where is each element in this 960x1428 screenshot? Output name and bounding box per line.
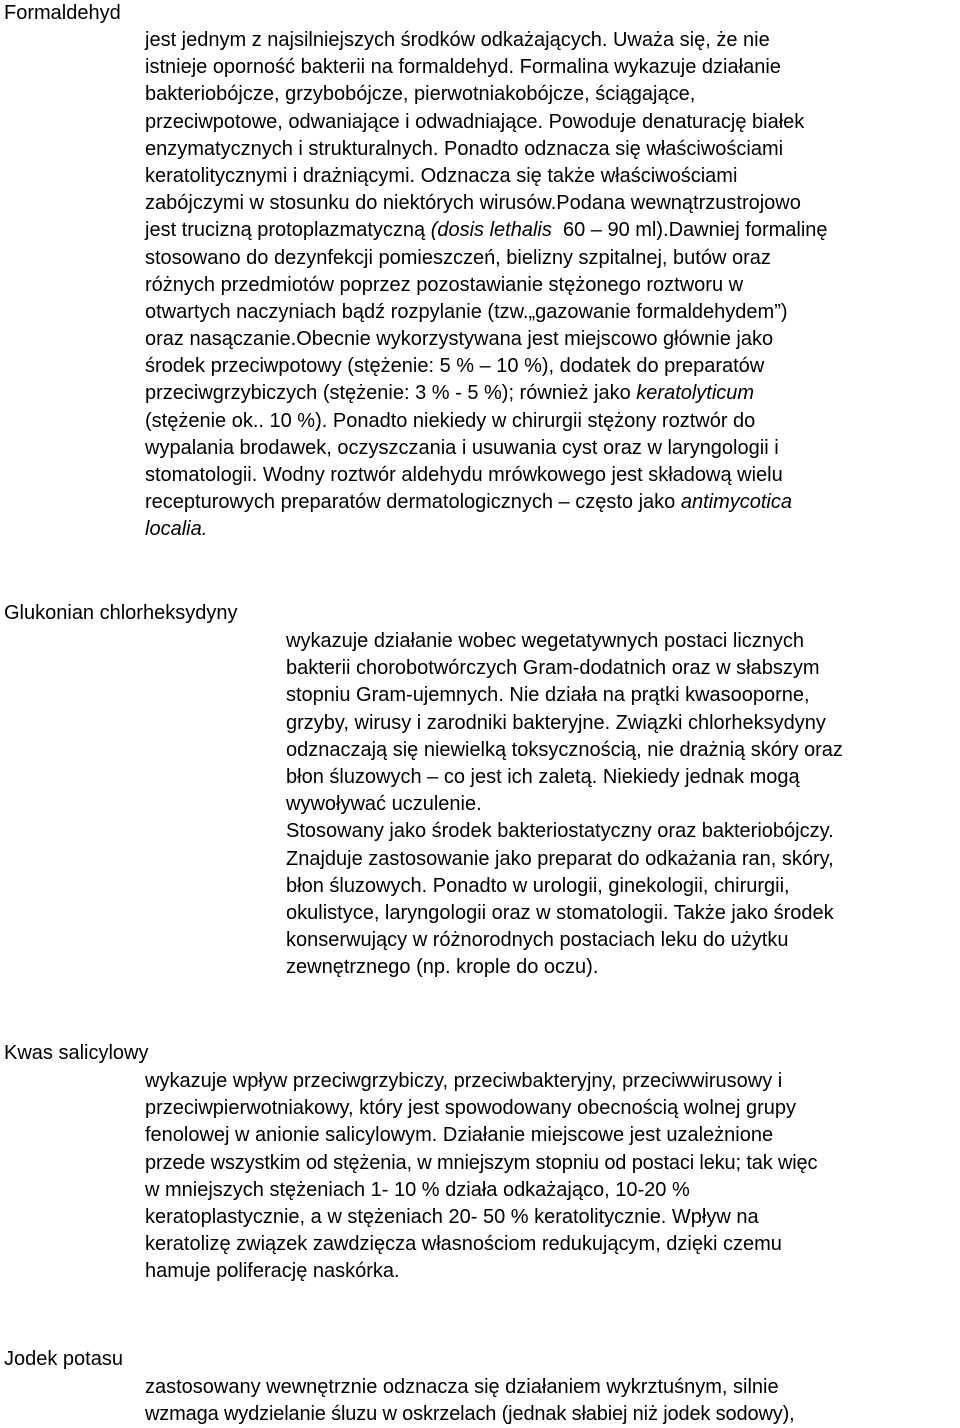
italic-term: keratolyticum — [636, 382, 755, 405]
text-line: przeciwpotowe, odwaniające i odwadniające. Powoduje denaturację białek — [145, 110, 805, 133]
section-heading-jodek-potasu: Jodek potasu — [4, 1348, 123, 1370]
text-line: Znajduje zastosowanie jako preparat do odkażania ran, skóry, — [286, 847, 834, 870]
text-line: wykazuje działanie wobec wegetatywnych postaci licznych — [286, 630, 805, 652]
text-line: zabójczymi w stosunku do niektórych wirusów.Podana wewnątrzustrojowo — [145, 192, 801, 215]
text-line: jest jednym z najsilniejszych środków odkażających. Uważa się, że nie — [145, 29, 770, 51]
text-line: bakteriobójcze, grzybobójcze, pierwotniakobójcze, ściągające, — [145, 83, 696, 106]
section-heading-glukonian-chlorheksydyny: Glukonian chlorheksydyny — [4, 602, 238, 624]
text-line: oraz nasączanie.Obecnie wykorzystywana jest miejscowo głównie jako — [145, 328, 774, 351]
text-line: środek przeciwpotowy (stężenie: 5 % – 10 %), dodatek do preparatów — [145, 355, 765, 378]
section-body-formaldehyd — [145, 27, 828, 544]
text-line: wykazuje wpływ przeciwgrzybiczy, przeciwbakteryjny, przeciwwirusowy i — [145, 1070, 783, 1092]
section-body-kwas-salicylowy — [145, 1068, 817, 1286]
section-heading-kwas-salicylowy: Kwas salicylowy — [4, 1042, 149, 1064]
text-line: keratolizę związek zawdzięcza własnościom redukującym, dzięki czemu — [145, 1233, 782, 1256]
text-line: różnych przedmiotów poprzez pozostawianie stężonego roztworu w — [145, 273, 744, 296]
text-line: (stężenie ok.. 10 %). Ponadto niekiedy w chirurgii stężony roztwór do — [145, 409, 756, 432]
text-line: błon śluzowych – co jest ich zaletą. Niekiedy jednak mogą — [286, 765, 800, 788]
text-line — [145, 217, 828, 244]
italic-term: antimycotica — [680, 491, 792, 514]
italic-term: (dosis lethalis — [430, 219, 552, 242]
text-line: bakterii chorobotwórczych Gram-dodatnich oraz w słabszym — [286, 657, 820, 680]
section-body-glukonian-chlorheksydyny — [286, 628, 843, 981]
text-line: konserwujący w różnorodnych postaciach leku do użytku — [286, 929, 789, 952]
text-line: stomatologii. Wodny roztwór aldehydu mrówkowego jest składową wielu — [145, 464, 783, 486]
text-line: wypalania brodawek, oczyszczania i usuwania cyst oraz w laryngologii i — [145, 436, 779, 459]
text-line: fenolowej w anionie salicylowym. Działanie miejscowe jest uzależnione — [145, 1124, 774, 1147]
text-line: okulistyce, laryngologii oraz w stomatologii. Także jako środek — [286, 901, 834, 924]
text-line — [145, 516, 828, 543]
text-line: przeciwpierwotniakowy, który jest spowodowany obecnością wolnej grupy — [145, 1097, 797, 1120]
text-line: zewnętrznego (np. krople do oczu). — [286, 956, 599, 979]
text-line: hamuje poliferację naskórka. — [145, 1260, 400, 1283]
text-line — [145, 380, 828, 407]
section-body-jodek-potasu — [145, 1374, 795, 1428]
text-line: stosowano do dezynfekcji pomieszczeń, bielizny szpitalnej, butów oraz — [145, 246, 771, 269]
text-span: przeciwgrzybiczych (stężenie: 3 % - 5 %); również jako — [145, 382, 637, 405]
text-line: enzymatycznych i strukturalnych. Ponadto odznacza się właściwościami — [145, 137, 784, 160]
text-line — [145, 489, 828, 516]
text-line: istnieje oporność bakterii na formaldehyd. Formalina wykazuje działanie — [145, 56, 781, 79]
text-line: odznaczają się niewielką toksycznością, nie drażnią skóry oraz — [286, 738, 843, 761]
text-line: przede wszystkim od stężenia, w mniejszym stopniu od postaci leku; tak więc — [145, 1151, 818, 1174]
text-line: wzmaga wydzielanie śluzu w oskrzelach (jednak słabiej niż jodek sodowy), — [145, 1403, 795, 1426]
text-line: zastosowany wewnętrznie odznacza się działaniem wykrztuśnym, silnie — [145, 1376, 779, 1398]
text-span: recepturowych preparatów dermatologicznych – często jako — [145, 491, 681, 514]
section-heading-formaldehyd: Formaldehyd — [4, 2, 121, 24]
text-line: w mniejszych stężeniach 1- 10 % działa odkażająco, 10-20 % — [145, 1178, 690, 1201]
text-line: keratoplastycznie, a w stężeniach 20- 50 % keratolitycznie. Wpływ na — [145, 1205, 759, 1228]
text-line: otwartych naczyniach bądź rozpylanie (tzw.„gazowanie formaldehydem”) — [145, 300, 788, 323]
text-line: stopniu Gram-ujemnych. Nie działa na prątki kwasooporne, — [286, 684, 810, 707]
text-line: wywoływać uczulenie. — [286, 793, 482, 816]
italic-term: localia. — [145, 518, 208, 541]
text-line: Stosowany jako środek bakteriostatyczny oraz bakteriobójczy. — [286, 820, 834, 843]
text-line: grzyby, wirusy i zarodniki bakteryjne. Związki chlorheksydyny — [286, 711, 826, 734]
text-line: keratolitycznymi i drażniącymi. Odznacza się także właściwościami — [145, 164, 738, 187]
text-span: jest trucizną protoplazmatyczną — [145, 219, 431, 242]
text-line: błon śluzowych. Ponadto w urologii, ginekologii, chirurgii, — [286, 874, 790, 897]
text-span: 60 – 90 ml).Dawniej formalinę — [551, 219, 828, 242]
